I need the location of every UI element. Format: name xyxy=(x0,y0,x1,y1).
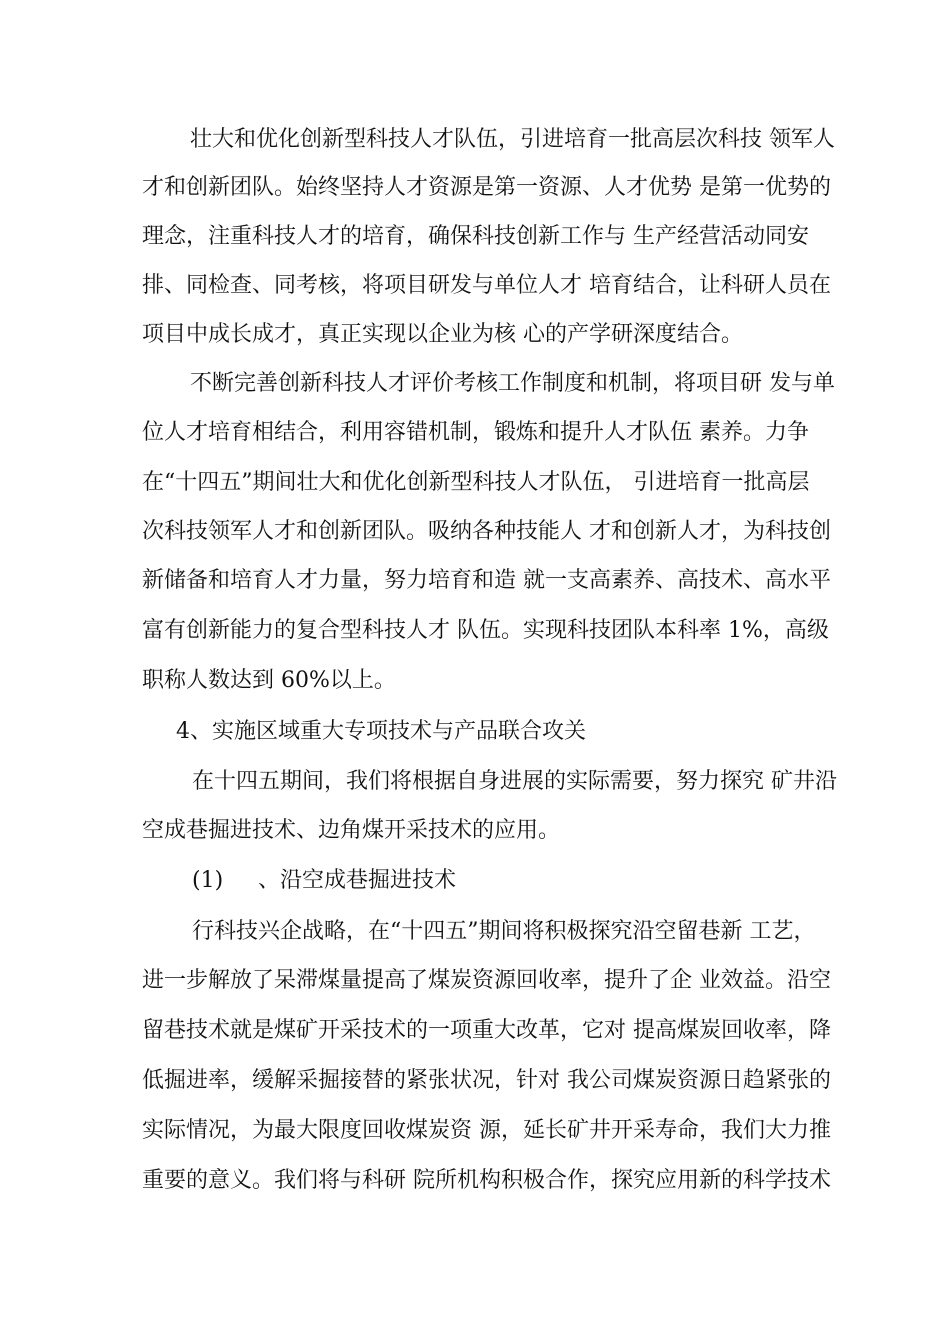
section-heading: 4、实施区域重大专项技术与产品联合攻关 xyxy=(176,719,586,744)
subsection-number: (1) xyxy=(192,868,224,893)
paragraph-line: 行科技兴企战略，在“十四五”期间将积极探究沿空留巷新 工艺， xyxy=(192,919,816,944)
paragraph-line: 项目中成长成才，真正实现以企业为核 心的产学研深度结合。 xyxy=(142,322,743,347)
paragraph-line: 才和创新团队。始终坚持人才资源是第一资源、人才优势 是第一优势的 xyxy=(142,175,831,200)
paragraph-line: 重要的意义。我们将与科研 院所机构积极合作，探究应用新的科学技术 xyxy=(142,1168,831,1193)
paragraph-line: 空成巷掘进技术、边角煤开采技术的应用。 xyxy=(142,818,561,843)
paragraph-line: 在十四五期间，我们将根据自身进展的实际需要，努力探究 矿井沿 xyxy=(192,769,837,794)
paragraph-line: 理念，注重科技人才的培育，确保科技创新工作与 生产经营活动同安 xyxy=(142,224,809,249)
paragraph-line: 低掘进率，缓解采掘接替的紧张状况，针对 我公司煤炭资源日趋紧张的 xyxy=(142,1068,831,1093)
paragraph-line: 实际情况，为最大限度回收煤炭资 源，延长矿井开采寿命，我们大力推 xyxy=(142,1118,831,1143)
paragraph-line: 在“十四五”期间壮大和优化创新型科技人才队伍， 引进培育一批高层 xyxy=(142,470,810,495)
paragraph-line: 排、同检查、同考核，将项目研发与单位人才 培育结合，让科研人员在 xyxy=(142,273,831,298)
paragraph-line: 留巷技术就是煤矿开采技术的一项重大改革，它对 提高煤炭回收率，降 xyxy=(142,1018,831,1043)
paragraph-line: 富有创新能力的复合型科技人才 队伍。实现科技团队本科率 1%，高级 xyxy=(142,618,829,643)
subsection-title: 、沿空成巷掘进技术 xyxy=(258,868,457,893)
paragraph-line: 新储备和培育人才力量，努力培育和造 就一支高素养、高技术、高水平 xyxy=(142,568,831,593)
paragraph-line: 进一步解放了呆滞煤量提高了煤炭资源回收率，提升了企 业效益。沿空 xyxy=(142,968,831,993)
paragraph-line: 职称人数达到 60%以上。 xyxy=(142,668,396,693)
paragraph-line: 次科技领军人才和创新团队。吸纳各种技能人 才和创新人才，为科技创 xyxy=(142,519,831,544)
paragraph-line: 位人才培育相结合，利用容错机制，锻炼和提升人才队伍 素养。力争 xyxy=(142,420,809,445)
paragraph-line: 不断完善创新科技人才评价考核工作制度和机制，将项目研 发与单 xyxy=(190,371,835,396)
paragraph-line: 壮大和优化创新型科技人才队伍，引进培育一批高层次科技 领军人 xyxy=(190,127,835,152)
